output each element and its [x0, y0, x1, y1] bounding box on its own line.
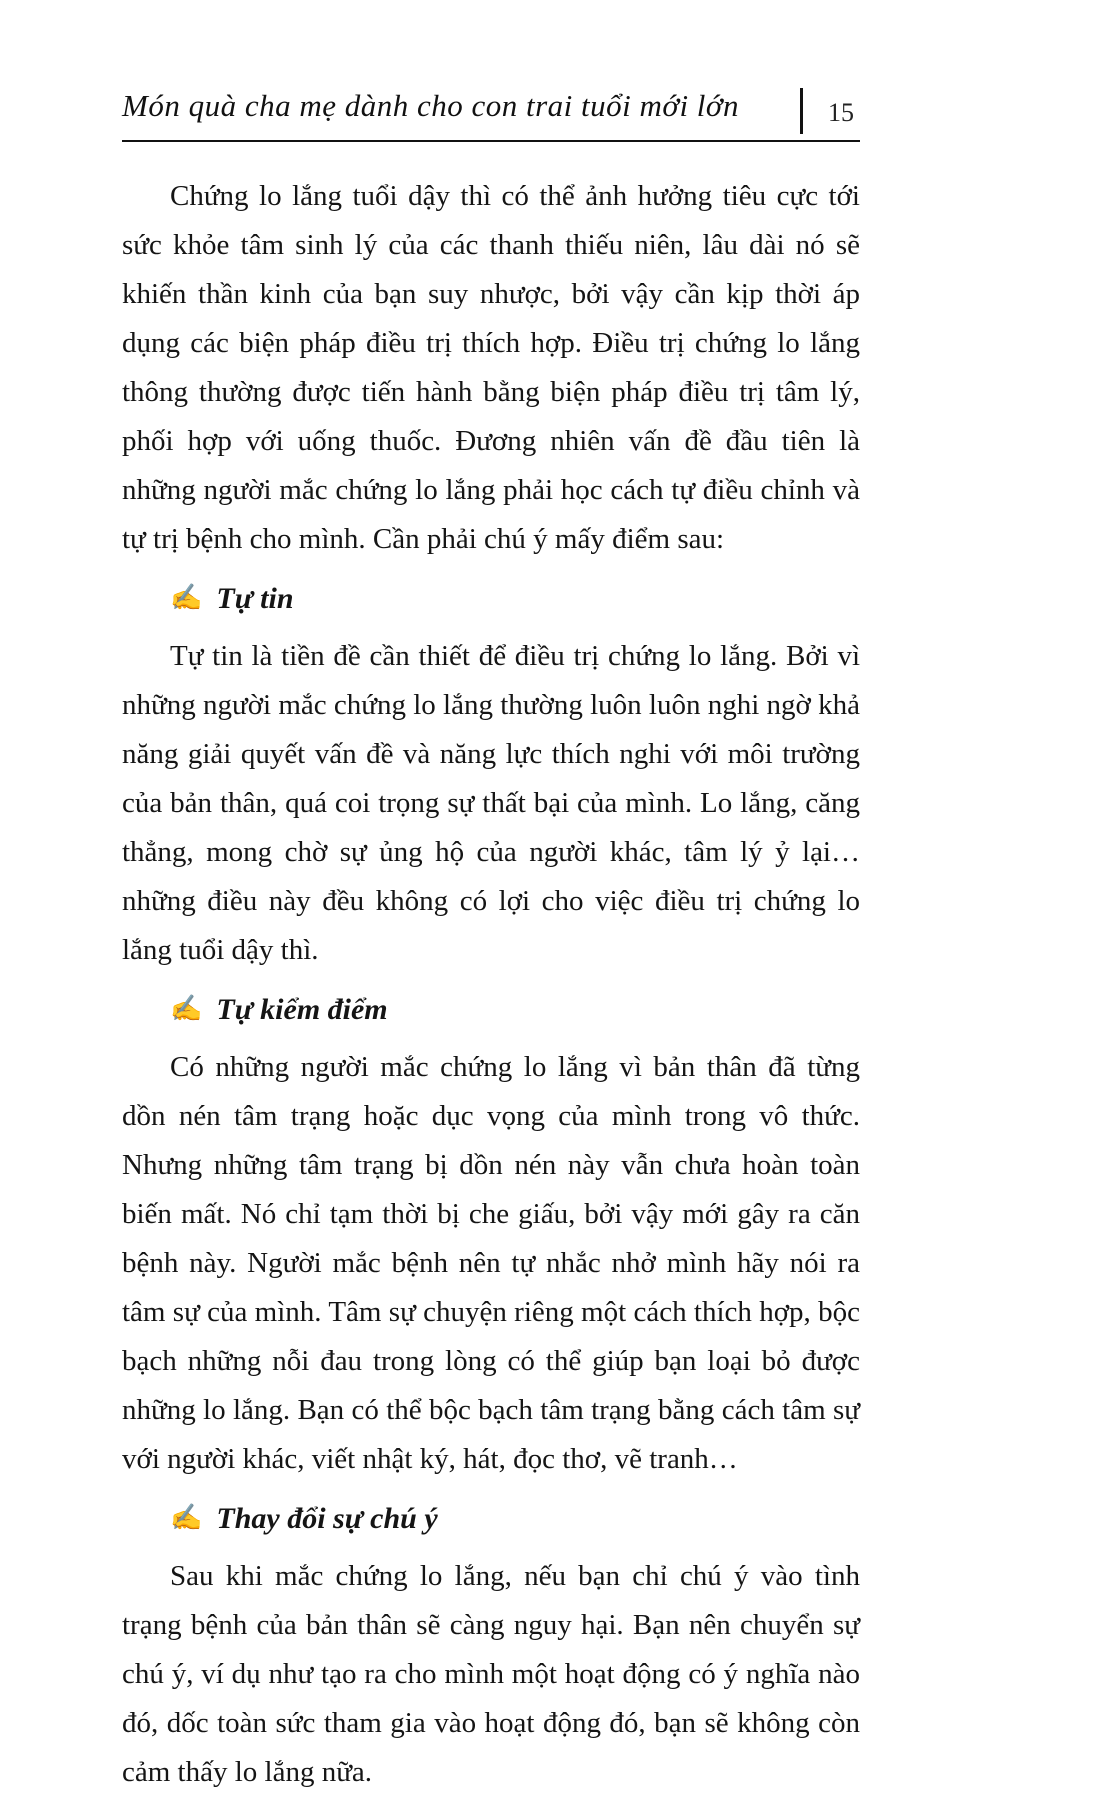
section-heading-label: Tự tin	[216, 582, 294, 615]
section-heading-tu-kiem-diem	[170, 985, 860, 1035]
page-body	[122, 172, 860, 1797]
writing-hand-icon: ✍	[170, 994, 203, 1023]
section-heading-label: Tự kiểm điểm	[216, 993, 388, 1026]
section-heading-label: Thay đổi sự chú ý	[216, 1502, 438, 1535]
header-rule	[122, 140, 860, 142]
writing-hand-icon: ✍	[170, 1503, 203, 1532]
section-paragraph: Tự tin là tiền đề cần thiết để điều trị chứng lo lắng. Bởi vì những người mắc chứng lo lắng thường luôn luôn nghi ngờ khả năng giải quyết vấn đề và năng lực thích nghi với môi trường của bản thân, quá coi trọng sự thất bại của mình. Lo lắng, căng thẳng, mong chờ sự ủng hộ của người khác, tâm lý ỷ lại… những điều này đều không có lợi cho việc điều trị chứng lo lắng tuổi dậy thì.	[122, 640, 860, 966]
section-paragraph: Sau khi mắc chứng lo lắng, nếu bạn chỉ chú ý vào tình trạng bệnh của bản thân sẽ càng nguy hại. Bạn nên chuyển sự chú ý, ví dụ như tạo ra cho mình một hoạt động có ý nghĩa nào đó, dốc toàn sức tham gia vào hoạt động đó, bạn sẽ không còn cảm thấy lo lắng nữa.	[122, 1560, 860, 1788]
page-number: 15	[828, 98, 854, 127]
header-divider-bar	[800, 88, 803, 134]
section-paragraph: Có những người mắc chứng lo lắng vì bản thân đã từng dồn nén tâm trạng hoặc dục vọng của mình trong vô thức. Nhưng những tâm trạng bị dồn nén này vẫn chưa hoàn toàn biến mất. Nó chỉ tạm thời bị che giấu, bởi vậy mới gây ra căn bệnh này. Người mắc bệnh nên tự nhắc nhở mình hãy nói ra tâm sự của mình. Tâm sự chuyện riêng một cách thích hợp, bộc bạch những nỗi đau trong lòng có thể giúp bạn loại bỏ được những lo lắng. Bạn có thể bộc bạch tâm trạng bằng cách tâm sự với người khác, viết nhật ký, hát, đọc thơ, vẽ tranh…	[122, 1051, 860, 1475]
section-heading-thay-doi-su-chu-y	[170, 1494, 860, 1544]
intro-paragraph: Chứng lo lắng tuổi dậy thì có thể ảnh hưởng tiêu cực tới sức khỏe tâm sinh lý của các thanh thiếu niên, lâu dài nó sẽ khiến thần kinh của bạn suy nhược, bởi vậy cần kịp thời áp dụng các biện pháp điều trị thích hợp. Điều trị chứng lo lắng thông thường được tiến hành bằng biện pháp điều trị tâm lý, phối hợp với uống thuốc. Đương nhiên vấn đề đầu tiên là những người mắc chứng lo lắng phải học cách tự điều chỉnh và tự trị bệnh cho mình. Cần phải chú ý mấy điểm sau:	[122, 180, 860, 555]
header-title: Món quà cha mẹ dành cho con trai tuổi mới lớn	[122, 88, 739, 123]
section-heading-tu-tin	[170, 574, 860, 624]
running-header	[122, 88, 863, 124]
writing-hand-icon: ✍	[170, 583, 203, 612]
